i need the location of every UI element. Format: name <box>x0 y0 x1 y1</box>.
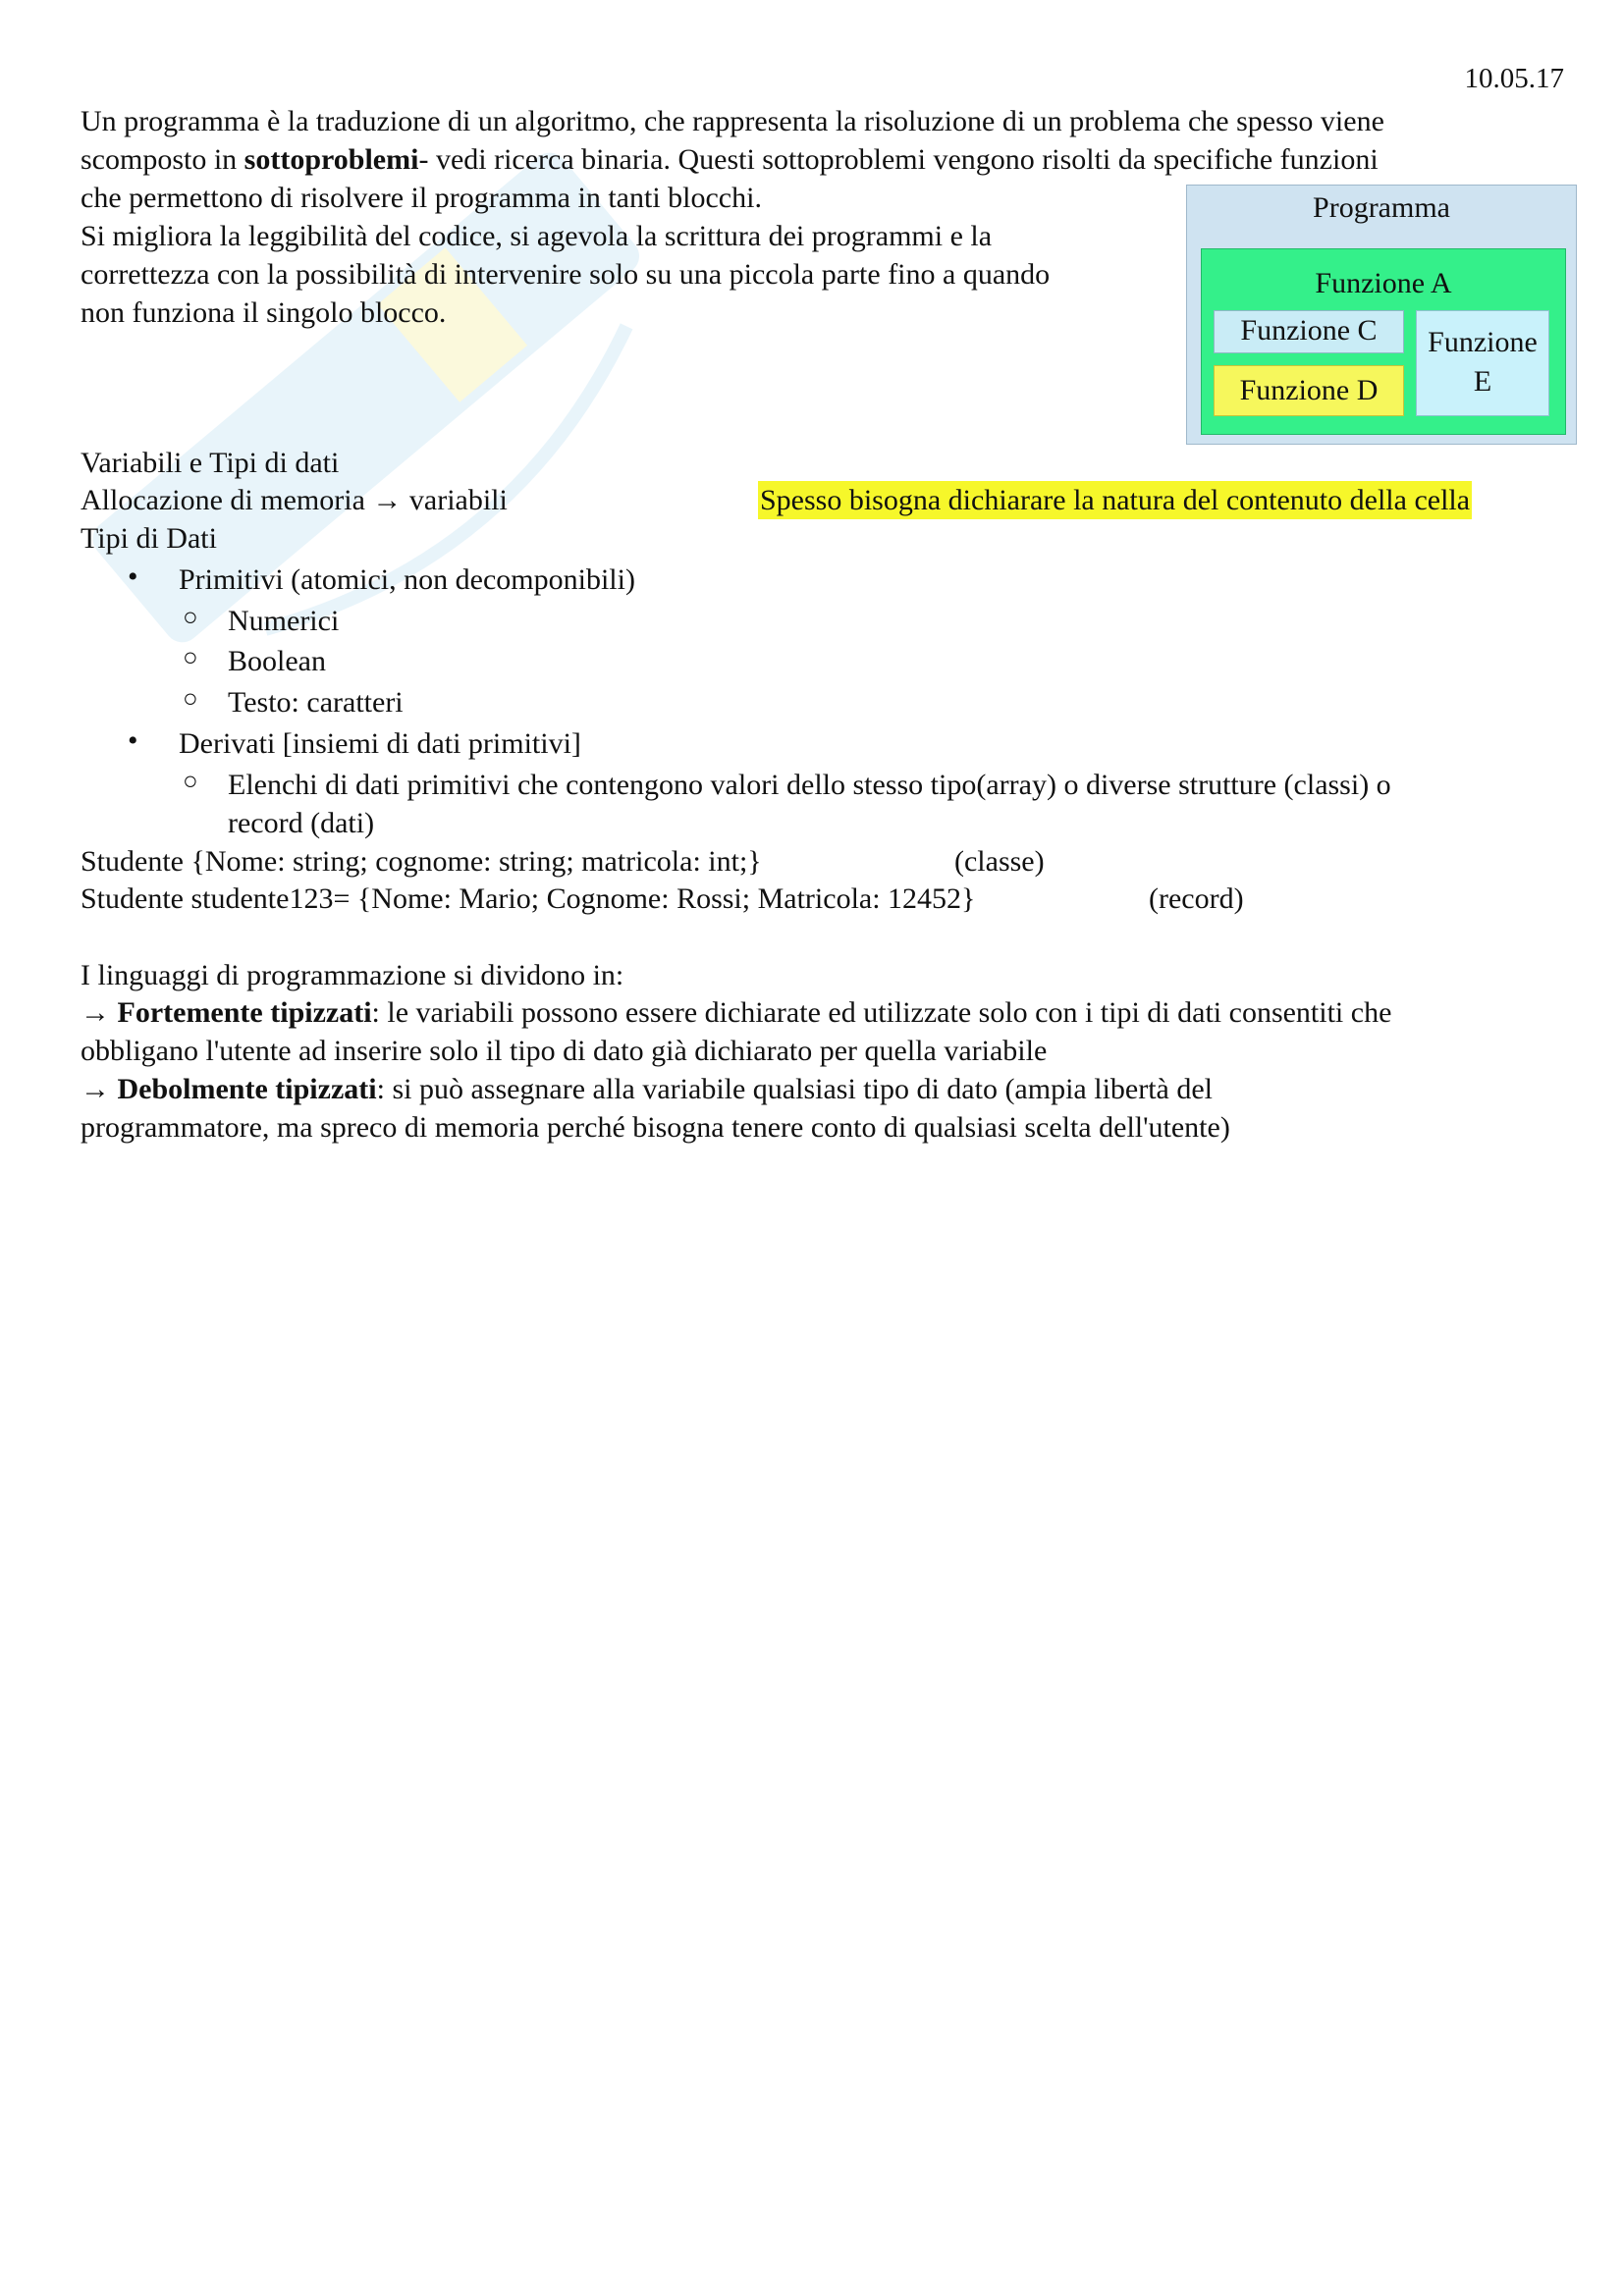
list-item-primitivi: Primitivi (atomici, non decomponibili) <box>179 563 635 596</box>
list-item-elenchi: Elenchi di dati primitivi che contengono valori dello stesso tipo(array) o diverse strutture (classi) o <box>228 769 1391 801</box>
arrow-icon: → <box>81 996 110 1029</box>
function-d-box: Funzione D <box>1214 365 1404 416</box>
types-heading: Tipi di Dati <box>81 522 217 555</box>
weak-typing-text: : si può assegnare alla variabile qualsiasi tipo di dato (ampia libertà del <box>376 1073 1214 1105</box>
intro-line: correttezza con la possibilità di intervenire solo su una piccola parte fino a quando <box>81 258 1051 291</box>
date-label: 10.05.17 <box>1464 63 1564 94</box>
bullet-circle: ○ <box>183 767 198 795</box>
intro-line: che permettono di risolvere il programma in tanti blocchi. <box>81 182 762 214</box>
allocation-line: Allocazione di memoria → variabili <box>81 484 508 516</box>
function-a-label: Funzione A <box>1315 267 1452 299</box>
bullet-dot: • <box>128 724 138 757</box>
function-e-box <box>1416 310 1549 416</box>
intro-bold-term: sottoproblemi <box>243 143 419 176</box>
list-item-testo: Testo: caratteri <box>228 686 404 719</box>
diagram-program-label: Programma <box>1313 191 1450 224</box>
intro-line: Si migliora la leggibilità del codice, si agevola la scrittura dei programmi e la <box>81 220 993 252</box>
strong-typing-line <box>81 993 1391 1032</box>
function-e-line: Funzione <box>1428 326 1538 358</box>
section-heading: Variabili e Tipi di dati <box>81 447 340 479</box>
studente-record-tag: (record) <box>1149 882 1244 915</box>
function-c-box: Funzione C <box>1214 310 1404 353</box>
bullet-circle: ○ <box>183 603 198 631</box>
list-item-elenchi-cont: record (dati) <box>228 807 375 839</box>
list-item-numerici: Numerici <box>228 605 340 637</box>
strong-typing-term: Fortemente tipizzati <box>117 996 372 1029</box>
function-e-line: E <box>1473 365 1492 398</box>
strong-typing-text: : le variabili possono essere dichiarate ed utilizzate solo con i tipi di dati consentiti che <box>371 996 1392 1029</box>
studente-class-tag: (classe) <box>954 845 1045 878</box>
program-diagram <box>1186 185 1577 445</box>
weak-typing-cont: programmatore, ma spreco di memoria perché bisogna tenere conto di qualsiasi scelta dell'utente) <box>81 1111 1230 1144</box>
list-item-derivati: Derivati [insiemi di dati primitivi] <box>179 727 581 760</box>
studente-record-line: Studente studente123= {Nome: Mario; Cognome: Rossi; Matricola: 12452} <box>81 882 976 915</box>
intro-text: - vedi ricerca binaria. Questi sottoproblemi vengono risolti da specifiche funzioni <box>418 143 1379 176</box>
weak-typing-line <box>81 1070 1213 1108</box>
bullet-circle: ○ <box>183 643 198 671</box>
strong-typing-cont: obbligano l'utente ad inserire solo il tipo di dato già dichiarato per quella variabile <box>81 1035 1048 1067</box>
list-item-boolean: Boolean <box>228 645 326 677</box>
weak-typing-term: Debolmente tipizzati <box>117 1073 377 1105</box>
intro-line <box>81 140 1553 179</box>
function-a-box <box>1201 248 1566 435</box>
bullet-circle: ○ <box>183 684 198 713</box>
arrow-icon: → <box>81 1073 110 1105</box>
intro-line: non funziona il singolo blocco. <box>81 296 447 329</box>
bullet-dot: • <box>128 561 138 593</box>
intro-text: scomposto in <box>81 143 244 176</box>
studente-class-line: Studente {Nome: string; cognome: string; matricola: int;} <box>81 845 762 878</box>
highlighted-note: Spesso bisogna dichiarare la natura del contenuto della cella <box>758 481 1472 519</box>
languages-intro: I linguaggi di programmazione si dividono in: <box>81 959 624 991</box>
intro-line: Un programma è la traduzione di un algoritmo, che rappresenta la risoluzione di un problema che spesso viene <box>81 105 1384 137</box>
